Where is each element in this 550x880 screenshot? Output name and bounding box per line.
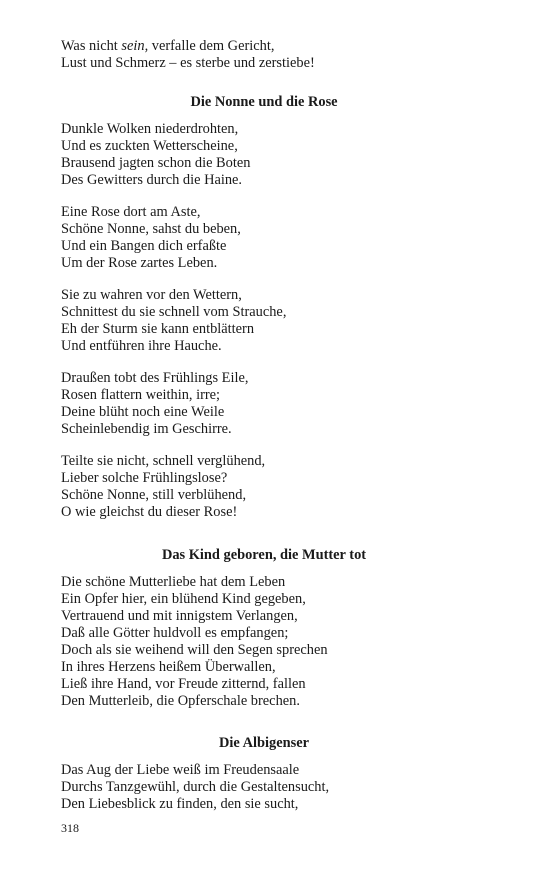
poem-title: Die Nonne und die Rose: [190, 94, 338, 110]
verse-line: Ein Opfer hier, ein blühend Kind gegeben,: [61, 591, 306, 607]
verse-line: Deine blüht noch eine Weile: [61, 404, 225, 420]
stanza: [61, 762, 461, 813]
verse-line: Und entführen ihre Hauche.: [61, 338, 222, 354]
verse-line: Dunkle Wolken niederdrohten,: [61, 121, 239, 137]
stanza: [61, 574, 461, 710]
stanza: [61, 121, 461, 189]
verse-line: Um der Rose zartes Leben.: [61, 255, 218, 271]
stanza: [61, 453, 461, 521]
verse-line: Rosen flattern weithin, irre;: [61, 387, 221, 403]
verse-line: Sie zu wahren vor den Wettern,: [61, 287, 242, 303]
verse-line: Brausend jagten schon die Boten: [61, 155, 251, 171]
verse-line: Draußen tobt des Frühlings Eile,: [61, 370, 249, 386]
verse-line: Schnittest du sie schnell vom Strauche,: [61, 304, 287, 320]
verse-line: Durchs Tanzgewühl, durch die Gestaltensucht,: [61, 779, 330, 795]
emphasis: sein,: [121, 38, 149, 54]
verse-line: Was nicht sein, verfalle dem Gericht,: [61, 38, 275, 54]
verse-line: Und es zuckten Wetterscheine,: [61, 138, 238, 154]
page-number: 318: [61, 821, 79, 835]
verse-line: Des Gewitters durch die Haine.: [61, 172, 243, 188]
stanza: [61, 287, 461, 355]
poem-title: Das Kind geboren, die Mutter tot: [161, 547, 367, 563]
verse-line: Eh der Sturm sie kann entblättern: [61, 321, 255, 337]
verse-line: Teilte sie nicht, schnell verglühend,: [61, 453, 266, 469]
verse-line: Ließ ihre Hand, vor Freude zitternd, fallen: [61, 676, 306, 692]
verse-line: Lust und Schmerz – es sterbe und zerstiebe!: [61, 55, 315, 71]
poem-die-nonne-und-die-rose: [61, 94, 461, 521]
verse-line: In ihres Herzens heißem Überwallen,: [61, 659, 276, 675]
verse-line: Schöne Nonne, sahst du beben,: [61, 221, 241, 237]
verse-line: Den Liebesblick zu finden, den sie sucht,: [61, 796, 299, 812]
verse-line: Doch als sie weihend will den Segen sprechen: [61, 642, 328, 658]
verse-line: O wie gleichst du dieser Rose!: [61, 504, 238, 520]
verse-line: Schöne Nonne, still verblühend,: [61, 487, 247, 503]
poem-die-albigenser: [61, 735, 461, 813]
stanza: [61, 204, 461, 272]
verse-line: Eine Rose dort am Aste,: [61, 204, 201, 220]
poem-title: Die Albigenser: [219, 735, 309, 751]
verse-line: Lieber solche Frühlingslose?: [61, 470, 228, 486]
verse-line: Scheinlebendig im Geschirre.: [61, 421, 232, 437]
verse-line: Den Mutterleib, die Opferschale brechen.: [61, 693, 300, 709]
poem-das-kind-geboren: [61, 547, 461, 710]
verse-line: Und ein Bangen dich erfaßte: [61, 238, 227, 254]
book-page: [61, 38, 461, 813]
verse-line: Die schöne Mutterliebe hat dem Leben: [61, 574, 286, 590]
verse-line: Daß alle Götter huldvoll es empfangen;: [61, 625, 289, 641]
stanza: [61, 370, 461, 438]
verse-line: Das Aug der Liebe weiß im Freudensaale: [61, 762, 300, 778]
intro-stanza: [61, 38, 461, 72]
verse-line: Vertrauend und mit innigstem Verlangen,: [61, 608, 298, 624]
